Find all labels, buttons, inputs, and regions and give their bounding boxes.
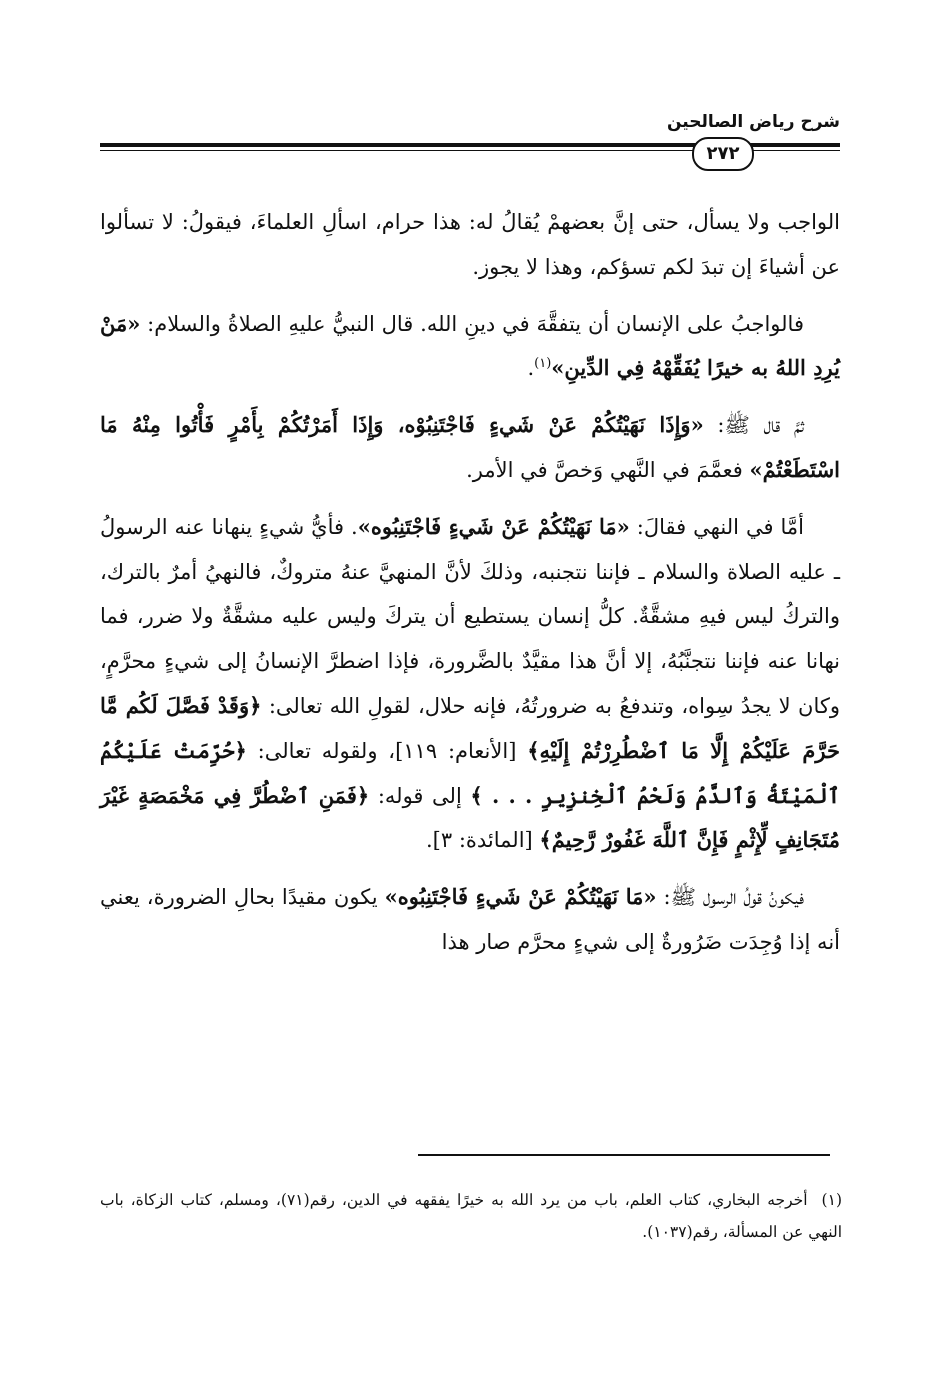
footnote-number: (١) (821, 1191, 842, 1209)
paragraph-4-link: إلى قوله: (369, 783, 471, 808)
footnote-separator (418, 1154, 830, 1156)
hadith-quote: «مَا نَهَيْتُكُمْ عَنْ شَيءٍ فَاجْتَنِبُوه» (384, 884, 657, 910)
page-header (100, 112, 840, 172)
page-number: ٢٧٢ (692, 137, 754, 171)
paragraph-5 (100, 875, 840, 965)
quran-verse: ﴿فَمَنِ ٱضْطُرَّ فِي مَخْمَصَةٍ غَيْرَ مُتَجَانِفٍ لِّإِثْمٍ فَإِنَّ ٱللَّهَ غَفُورٌ رَّحِيمٌ﴾ (100, 782, 840, 853)
paragraph-5-intro: فيكونُ قولُ الرسول ﷺ: (656, 885, 805, 910)
paragraph-4-text: . فأيُّ شيءٍ ينهانا عنه الرسولُ ـ عليه الصلاة والسلام ـ فإننا نتجنبه، وذلكَ لأنَّ المنهيَّ عنهُ متروكٌ، فالنهيُ أمرٌ بالترك، والتركُ ليس فيهِ مشقَّةٌ. كلُّ إنسان يستطيع أن يتركَ وليس عليه مشقَّةٌ ولا ضرر، فما نهانا عنه فإننا نتجنَّبُهُ، إلا أنَّ هذا مقيَّدٌ بالضَّرورة، فإذا اضطرَّ الإنسانُ إلى شيءٍ محرَّمٍ، وكان لا يجدُ سِواه، وتندفعُ به ضرورتُهُ، فإنه حلال، لقولِ الله تعالى: (100, 514, 841, 718)
footnote-reference[interactable]: (١) (534, 356, 552, 372)
paragraph-1-text: الواجب ولا يسأل، حتى إنَّ بعضهمْ يُقالُ له: هذا حرام، اسألِ العلماءَ، فيقولُ: لا تسألوا عن أشياءَ إن تبدَ لكم تسؤكم، وهذا لا يجوز. (100, 210, 840, 279)
paragraph-2-end: . (527, 356, 535, 381)
hadith-quote: «وَإِذَا نَهَيْتُكُمْ عَنْ شَيءٍ فَاجْتَنِبُوْه، وَإِذَا أَمَرْتُكُمْ بِأَمْرٍ فَأْتُوا مِنْهُ مَا اسْتَطَعْتُمْ» (100, 412, 840, 482)
running-title: شرح رياض الصالحين (666, 112, 840, 132)
paragraph-2 (100, 302, 840, 392)
footnotes (100, 1184, 842, 1248)
quran-verse: ﴿حُرِّمَتْ عَلَيْكُمُ ٱلْمَيْتَةُ وَٱلدَّمُ وَلَحْمُ ٱلْخِنزِيرِ . . . ﴾ (100, 737, 841, 808)
verse-citation: [المائدة: ٣]. (425, 828, 540, 853)
footnote-text: أخرجه البخاري، كتاب العلم، باب من يرد الله به خيرًا يفقهه في الدين، رقم(٧١)، ومسلم، كتاب الزكاة، باب النهي عن المسألة، رقم(١٠٣٧). (100, 1191, 842, 1241)
hadith-quote: «مَنْ يُرِدِ اللهُ به خيرًا يُفَقِّهْهُ فِي الدِّينِ» (100, 310, 840, 381)
paragraph-3-intro: ثمَّ قال ﷺ: (703, 413, 804, 438)
hadith-quote: «مَا نَهَيْتُكُمْ عَنْ شَيءٍ فَاجْتَنِبُوه» (357, 513, 630, 539)
paragraph-4-intro: أمَّا في النهي فقالَ: (629, 514, 804, 539)
verse-citation: [الأنعام: ١١٩]، ولقوله تعالى: (246, 738, 528, 763)
paragraph-3 (100, 403, 840, 493)
paragraph-3-text: فعمَّمَ في النَّهي وَخصَّ في الأمر. (466, 457, 750, 482)
paragraph-2-text: فالواجبُ على الإنسان أن يتفقَّهَ في دينِ الله. قال النبيُّ عليهِ الصلاةُ والسلام: (140, 311, 804, 336)
paragraph-5-text: يكون مقيدًا بحالِ الضرورة، يعني أنه إذا وُجِدَت ضَرُورةٌ إلى شيءٍ محرَّم صار هذا (100, 885, 840, 954)
paragraph-1 (100, 200, 840, 290)
main-text (100, 200, 840, 977)
paragraph-4 (100, 505, 840, 863)
quran-verse: ﴿وَقَدْ فَصَّلَ لَكُم مَّا حَرَّمَ عَلَيْكُمْ إِلَّا مَا ٱضْطُرِرْتُمْ إِلَيْهِ﴾ (100, 692, 840, 763)
